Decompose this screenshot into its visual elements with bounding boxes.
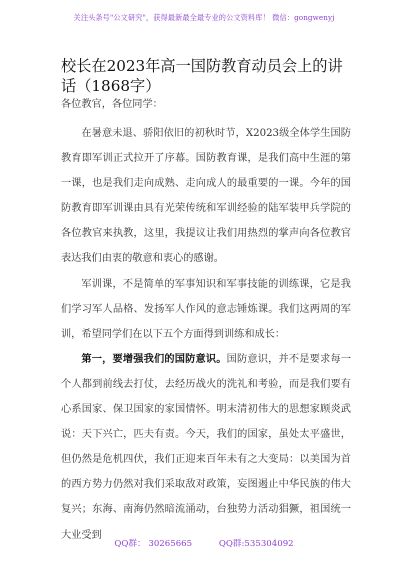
footer-qq-group-2: QQ群:535304092: [218, 539, 294, 549]
paragraph-text: 国防意识，并不是要求每一个人都到前线去打仗，去经历战火的洗礼和考验，而是我们要有心系国家、保卫国家的家国情怀。明末清初伟大的思想家顾炎武说：天下兴亡，匹夫有责。今天，我们的国家，虽处太平盛世，但仍然是危机四伏，我们正迎来百年未有之大变局：以美国为首的西方势力仍然对我们采取敌对政策，妄图遏止中华民族的伟大复兴；东海、南海仍然暗流涌动，台独势力活动猖獗，祖国统一大业受到: [61, 353, 352, 541]
paragraph-3: [61, 347, 351, 548]
salutation: 各位教官，各位同学：: [61, 99, 163, 110]
document-body: [61, 121, 351, 548]
footer-note: [0, 537, 408, 549]
paragraph-lead: 第一，要增强我们的国防意识。: [81, 352, 227, 365]
paragraph-1: [61, 121, 351, 272]
document-title: 校长在2023年高一国防教育动员会上的讲话（1868字）: [61, 57, 343, 95]
footer-qq-group-1: QQ群： 30265665: [114, 539, 193, 549]
paragraph-text: 军训课，不是简单的军事知识和军事技能的训练课，它是我们学习军人品格、发扬军人作风的意志锤炼课。我们这两周的军训，希望同学们在以下五个方面得到训练和成长：: [61, 278, 351, 340]
paragraph-text: 在暑意未退、骄阳依旧的初秋时节，X2023级全体学生国防教育即军训正式拉开了序幕。国防教育课，是我们高中生涯的第一课，也是我们走向成熟、走向成人的最重要的一课。今年的国防教育即军训课由具有光荣传统和军训经验的陆军装甲兵学院的各位教官来执教，这里，我提议让我们用热烈的掌声向各位教官表达我们由衷的敬意和衷心的感谢。: [61, 128, 351, 265]
header-note: 关注头条号"公文研究"，获得最新最全最专业的公文资料库！ 微信：gongwenyj: [73, 13, 335, 22]
paragraph-2: [61, 272, 351, 347]
